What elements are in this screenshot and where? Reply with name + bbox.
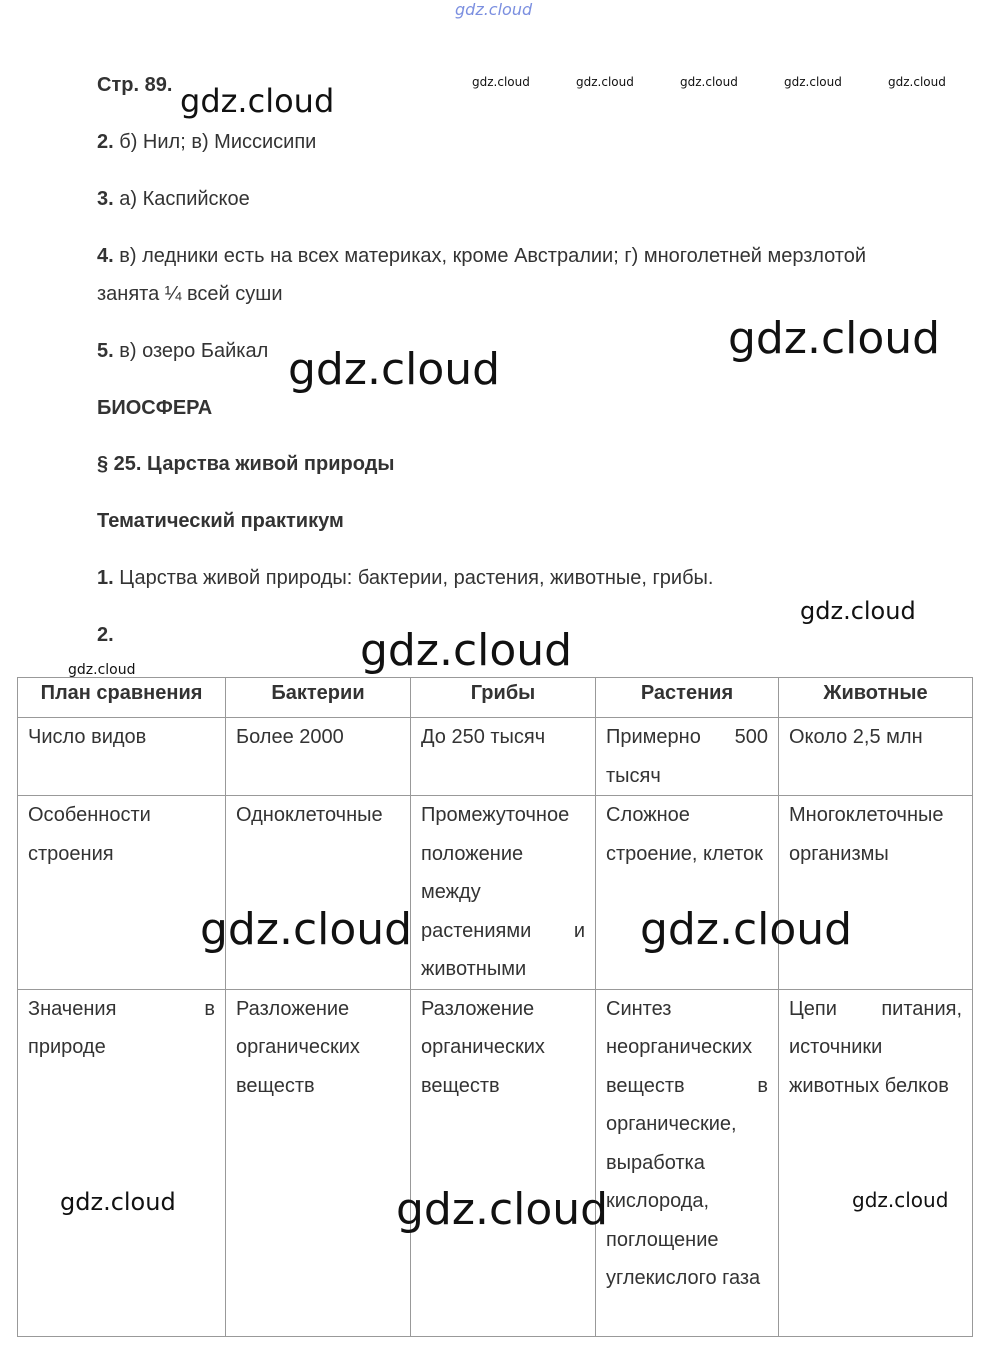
table-row: [18, 989, 973, 1336]
section-heading: БИОСФЕРА: [97, 397, 213, 419]
answer-item: [97, 237, 866, 275]
answer-item: [97, 332, 268, 370]
table-cell: Разложение органических веществ: [411, 989, 596, 1336]
watermark: gdz.cloud: [288, 344, 501, 395]
table-cell: Синтез неорганических веществ в органические, выработка кислорода, поглощение углекислого газа: [596, 989, 779, 1336]
item-number: 5.: [97, 340, 114, 362]
watermark: gdz.cloud: [852, 1188, 949, 1212]
watermark-small: gdz.cloud: [472, 75, 530, 89]
table-header-row: [18, 678, 973, 718]
watermark-small: gdz.cloud: [680, 75, 738, 89]
table-header: Растения: [596, 678, 779, 718]
watermark-small: gdz.cloud: [576, 75, 634, 89]
table-cell: Особенности строения: [18, 796, 226, 990]
watermark: gdz.cloud: [800, 597, 916, 625]
watermark-small: gdz.cloud: [888, 75, 946, 89]
task-text: Царства живой природы: бактерии, растения, животные, грибы.: [113, 567, 714, 589]
item-text: а) Каспийское: [113, 188, 250, 210]
answer-item: [97, 123, 316, 161]
practicum-heading: Тематический практикум: [97, 510, 344, 532]
table-cell: Около 2,5 млн: [779, 718, 973, 796]
table-cell: Сложное строение, клеток: [596, 796, 779, 990]
task-number: 2.: [97, 624, 114, 646]
table-cell: Промежуточное положение между растениями и животными: [411, 796, 596, 990]
table-cell: Значения в природе: [18, 989, 226, 1336]
watermark: gdz.cloud: [180, 82, 335, 120]
table-cell: Цепи питания, источники животных белков: [779, 989, 973, 1336]
watermark: gdz.cloud: [200, 904, 413, 955]
answer-item: [97, 180, 250, 218]
table-cell: До 250 тысяч: [411, 718, 596, 796]
watermark: gdz.cloud: [640, 904, 853, 955]
table-cell: Разложение органических веществ: [226, 989, 411, 1336]
item-number: 2.: [97, 131, 114, 153]
table-cell: Более 2000: [226, 718, 411, 796]
table-header: Грибы: [411, 678, 596, 718]
watermark: gdz.cloud: [396, 1184, 609, 1235]
watermark-top: gdz.cloud: [455, 0, 533, 19]
watermark: gdz.cloud: [360, 625, 573, 676]
table-header: Бактерии: [226, 678, 411, 718]
table-cell: Многоклеточные организмы: [779, 796, 973, 990]
table-row: [18, 796, 973, 990]
table-header: План сравнения: [18, 678, 226, 718]
comparison-table: [17, 677, 973, 1337]
page-reference: [97, 66, 172, 104]
page-reference-text: Стр. 89.: [97, 74, 173, 96]
answer-item-continuation: занята ¼ всей суши: [97, 283, 283, 305]
table-header: Животные: [779, 678, 973, 718]
table-cell: Число видов: [18, 718, 226, 796]
watermark: gdz.cloud: [68, 662, 136, 678]
table-cell: Примерно 500 тысяч: [596, 718, 779, 796]
task-number: 1.: [97, 567, 114, 589]
watermark-small: gdz.cloud: [784, 75, 842, 89]
item-text: б) Нил; в) Миссисипи: [113, 131, 317, 153]
watermark: gdz.cloud: [728, 313, 941, 364]
item-text: в) ледники есть на всех материках, кроме Австралии; г) многолетней мерзлотой: [113, 245, 867, 267]
task-2: [97, 616, 114, 654]
table-row: [18, 718, 973, 796]
item-text: в) озеро Байкал: [113, 340, 269, 362]
task-1: [97, 559, 713, 597]
table-cell: Одноклеточные: [226, 796, 411, 990]
paragraph-heading: § 25. Царства живой природы: [97, 453, 395, 475]
watermark: gdz.cloud: [60, 1188, 176, 1216]
item-number: 3.: [97, 188, 114, 210]
item-number: 4.: [97, 245, 114, 267]
